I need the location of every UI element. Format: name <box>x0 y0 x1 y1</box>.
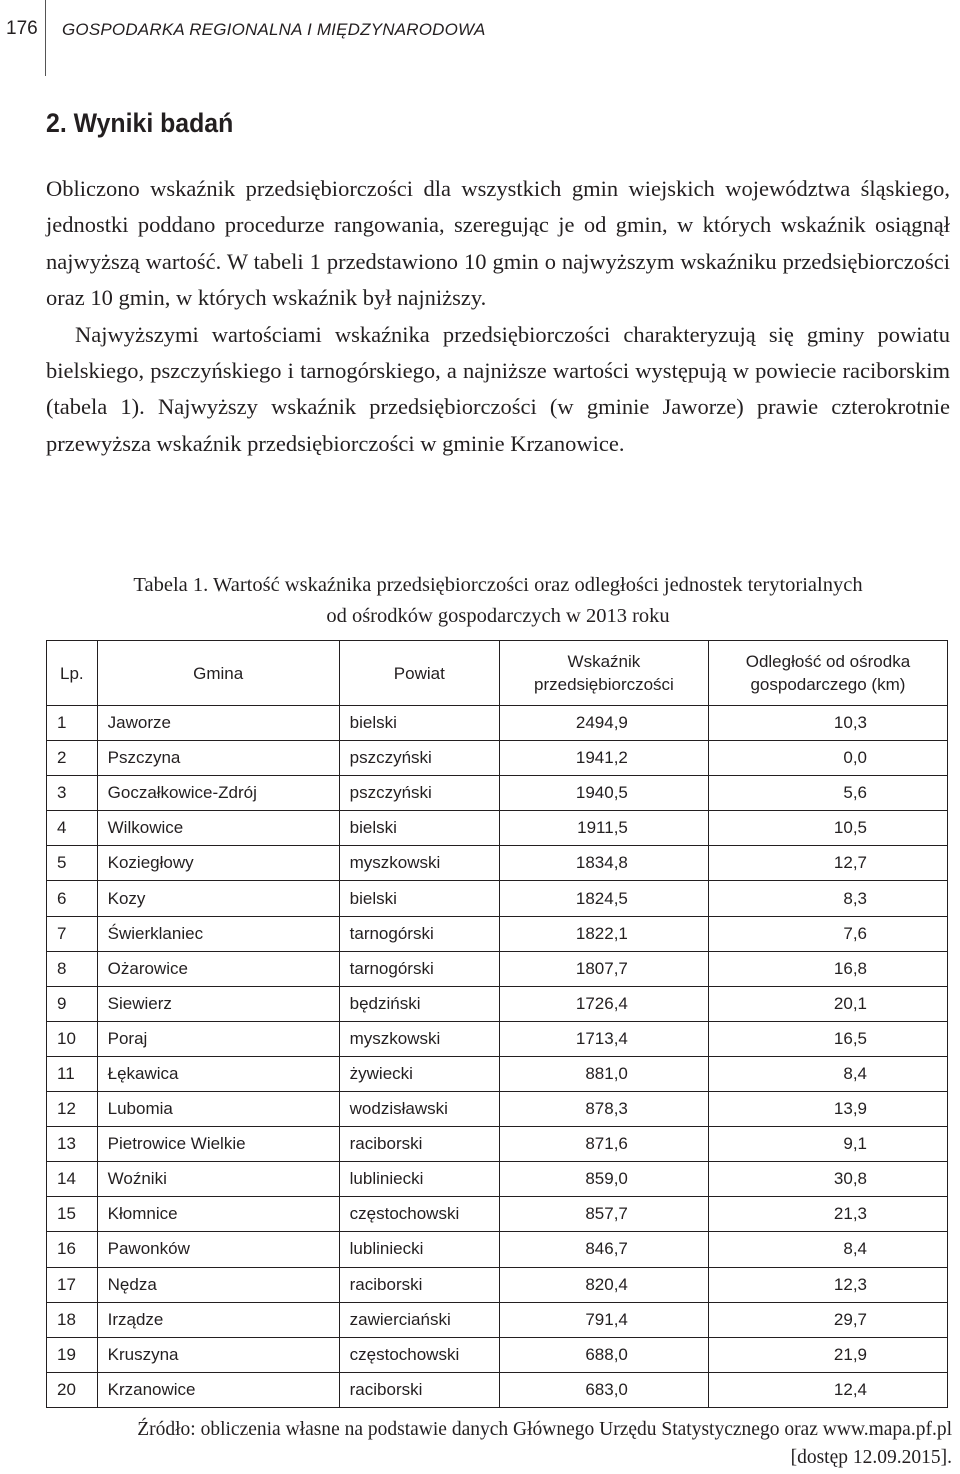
cell-gmina: Kozy <box>97 881 339 916</box>
cell-lp: 8 <box>47 951 98 986</box>
cell-lp: 2 <box>47 741 98 776</box>
cell-gmina: Irządze <box>97 1302 339 1337</box>
cell-lp: 1 <box>47 706 98 741</box>
cell-lp: 14 <box>47 1162 98 1197</box>
cell-powiat: raciborski <box>339 1127 499 1162</box>
column-header-powiat: Powiat <box>339 641 499 706</box>
cell-odleglosc: 8,4 <box>708 1232 947 1267</box>
cell-odleglosc: 8,4 <box>708 1056 947 1091</box>
paragraph: Najwyższymi wartościami wskaźnika przedsiębiorczości charakteryzują się gminy powiatu bielskiego, pszczyńskiego i tarnogórskiego, a najniższe wartości występują w powiecie raciborskim (tabela 1). Najwyższy wskaźnik przedsiębiorczości (w gminie Jaworze) prawie czterokrotnie przewyższa wskaźnik przedsiębiorczości w gminie Krzanowice. <box>46 321 950 456</box>
cell-powiat: wodzisławski <box>339 1092 499 1127</box>
table-row <box>47 881 948 916</box>
cell-wskaznik: 881,0 <box>499 1056 708 1091</box>
cell-powiat: tarnogórski <box>339 916 499 951</box>
cell-gmina: Pszczyna <box>97 741 339 776</box>
cell-odleglosc: 0,0 <box>708 741 947 776</box>
cell-lp: 17 <box>47 1267 98 1302</box>
cell-wskaznik: 2494,9 <box>499 706 708 741</box>
page-number: 176 <box>6 18 38 39</box>
table-row <box>47 1267 948 1302</box>
cell-lp: 20 <box>47 1372 98 1407</box>
table-row <box>47 706 948 741</box>
cell-wskaznik: 688,0 <box>499 1337 708 1372</box>
cell-odleglosc: 12,3 <box>708 1267 947 1302</box>
cell-wskaznik: 1824,5 <box>499 881 708 916</box>
header-divider <box>45 0 46 76</box>
column-header-wskaznik: Wskaźnik przedsiębiorczości <box>499 641 708 706</box>
paragraph: Obliczono wskaźnik przedsiębiorczości dla wszystkich gmin wiejskich województwa śląskiego, jednostki poddano procedurze rangowania, szeregując je od gmin, w których wskaźnik osiągnął najwyższą wartość. W tabeli 1 przedstawiono 10 gmin o najwyższym wskaźniku przedsiębiorczości oraz 10 gmin, w których wskaźnik był najniższy. <box>46 176 950 311</box>
cell-odleglosc: 21,9 <box>708 1337 947 1372</box>
cell-odleglosc: 5,6 <box>708 776 947 811</box>
cell-wskaznik: 820,4 <box>499 1267 708 1302</box>
table-row <box>47 1127 948 1162</box>
table-row <box>47 741 948 776</box>
cell-wskaznik: 1713,4 <box>499 1021 708 1056</box>
cell-gmina: Krzanowice <box>97 1372 339 1407</box>
cell-wskaznik: 1807,7 <box>499 951 708 986</box>
table-row <box>47 1021 948 1056</box>
cell-odleglosc: 30,8 <box>708 1162 947 1197</box>
cell-gmina: Lubomia <box>97 1092 339 1127</box>
cell-wskaznik: 683,0 <box>499 1372 708 1407</box>
table-row <box>47 1197 948 1232</box>
cell-powiat: częstochowski <box>339 1197 499 1232</box>
cell-gmina: Łękawica <box>97 1056 339 1091</box>
cell-lp: 15 <box>47 1197 98 1232</box>
source-line: Źródło: obliczenia własne na podstawie danych Głównego Urzędu Statystycznego oraz www.mapa.pf.pl <box>137 1419 952 1440</box>
cell-gmina: Poraj <box>97 1021 339 1056</box>
table-row <box>47 951 948 986</box>
cell-gmina: Ożarowice <box>97 951 339 986</box>
table-body <box>47 706 948 1408</box>
table-header-row <box>47 641 948 706</box>
running-title: GOSPODARKA REGIONALNA I MIĘDZYNARODOWA <box>62 20 486 39</box>
cell-gmina: Kłomnice <box>97 1197 339 1232</box>
table-row <box>47 811 948 846</box>
table-row <box>47 846 948 881</box>
cell-odleglosc: 7,6 <box>708 916 947 951</box>
cell-lp: 13 <box>47 1127 98 1162</box>
cell-gmina: Woźniki <box>97 1162 339 1197</box>
cell-lp: 9 <box>47 986 98 1021</box>
table-row <box>47 1372 948 1407</box>
page-header <box>0 0 960 76</box>
column-header-odleglosc: Odległość od ośrodka gospodarczego (km) <box>708 641 947 706</box>
table-row <box>47 1056 948 1091</box>
cell-lp: 19 <box>47 1337 98 1372</box>
table-row <box>47 1337 948 1372</box>
table-row <box>47 776 948 811</box>
cell-odleglosc: 10,3 <box>708 706 947 741</box>
cell-lp: 7 <box>47 916 98 951</box>
cell-lp: 5 <box>47 846 98 881</box>
cell-wskaznik: 878,3 <box>499 1092 708 1127</box>
cell-odleglosc: 20,1 <box>708 986 947 1021</box>
cell-powiat: żywiecki <box>339 1056 499 1091</box>
cell-gmina: Pietrowice Wielkie <box>97 1127 339 1162</box>
table-caption-line: Tabela 1. Wartość wskaźnika przedsiębiorczości oraz odległości jednostek terytorialnych <box>133 574 863 596</box>
cell-gmina: Wilkowice <box>97 811 339 846</box>
cell-odleglosc: 12,4 <box>708 1372 947 1407</box>
cell-lp: 4 <box>47 811 98 846</box>
cell-wskaznik: 859,0 <box>499 1162 708 1197</box>
cell-odleglosc: 21,3 <box>708 1197 947 1232</box>
cell-powiat: bielski <box>339 881 499 916</box>
table-row <box>47 1232 948 1267</box>
cell-gmina: Świerklaniec <box>97 916 339 951</box>
cell-powiat: raciborski <box>339 1372 499 1407</box>
cell-powiat: bielski <box>339 811 499 846</box>
cell-lp: 6 <box>47 881 98 916</box>
body-text <box>46 171 950 462</box>
cell-wskaznik: 857,7 <box>499 1197 708 1232</box>
cell-powiat: tarnogórski <box>339 951 499 986</box>
source-note <box>46 1416 952 1472</box>
column-header-gmina: Gmina <box>97 641 339 706</box>
cell-wskaznik: 1726,4 <box>499 986 708 1021</box>
cell-powiat: lubliniecki <box>339 1162 499 1197</box>
cell-wskaznik: 1911,5 <box>499 811 708 846</box>
cell-odleglosc: 9,1 <box>708 1127 947 1162</box>
table-row <box>47 916 948 951</box>
cell-powiat: bielski <box>339 706 499 741</box>
cell-wskaznik: 1822,1 <box>499 916 708 951</box>
cell-wskaznik: 1940,5 <box>499 776 708 811</box>
cell-odleglosc: 13,9 <box>708 1092 947 1127</box>
cell-powiat: zawierciański <box>339 1302 499 1337</box>
cell-powiat: myszkowski <box>339 846 499 881</box>
cell-powiat: częstochowski <box>339 1337 499 1372</box>
cell-gmina: Pawonków <box>97 1232 339 1267</box>
cell-lp: 18 <box>47 1302 98 1337</box>
cell-powiat: pszczyński <box>339 741 499 776</box>
cell-gmina: Jaworze <box>97 706 339 741</box>
source-line: [dostęp 12.09.2015]. <box>790 1447 952 1468</box>
cell-powiat: pszczyński <box>339 776 499 811</box>
cell-lp: 16 <box>47 1232 98 1267</box>
cell-odleglosc: 16,5 <box>708 1021 947 1056</box>
cell-gmina: Koziegłowy <box>97 846 339 881</box>
cell-gmina: Nędza <box>97 1267 339 1302</box>
cell-wskaznik: 1834,8 <box>499 846 708 881</box>
cell-powiat: lubliniecki <box>339 1232 499 1267</box>
table-caption-line: od ośrodków gospodarczych w 2013 roku <box>326 605 670 627</box>
cell-odleglosc: 8,3 <box>708 881 947 916</box>
table-row <box>47 1092 948 1127</box>
cell-wskaznik: 1941,2 <box>499 741 708 776</box>
cell-odleglosc: 16,8 <box>708 951 947 986</box>
table-caption <box>46 570 950 632</box>
cell-lp: 12 <box>47 1092 98 1127</box>
table-row <box>47 1302 948 1337</box>
cell-lp: 11 <box>47 1056 98 1091</box>
cell-odleglosc: 10,5 <box>708 811 947 846</box>
table-row <box>47 986 948 1021</box>
cell-powiat: myszkowski <box>339 1021 499 1056</box>
column-header-lp: Lp. <box>47 641 98 706</box>
cell-wskaznik: 791,4 <box>499 1302 708 1337</box>
cell-lp: 10 <box>47 1021 98 1056</box>
cell-powiat: raciborski <box>339 1267 499 1302</box>
cell-wskaznik: 846,7 <box>499 1232 708 1267</box>
section-heading: 2. Wyniki badań <box>46 108 234 138</box>
cell-odleglosc: 29,7 <box>708 1302 947 1337</box>
cell-gmina: Siewierz <box>97 986 339 1021</box>
data-table <box>46 640 948 1408</box>
cell-odleglosc: 12,7 <box>708 846 947 881</box>
table-row <box>47 1162 948 1197</box>
cell-gmina: Goczałkowice-Zdrój <box>97 776 339 811</box>
cell-lp: 3 <box>47 776 98 811</box>
cell-powiat: będziński <box>339 986 499 1021</box>
cell-wskaznik: 871,6 <box>499 1127 708 1162</box>
cell-gmina: Kruszyna <box>97 1337 339 1372</box>
